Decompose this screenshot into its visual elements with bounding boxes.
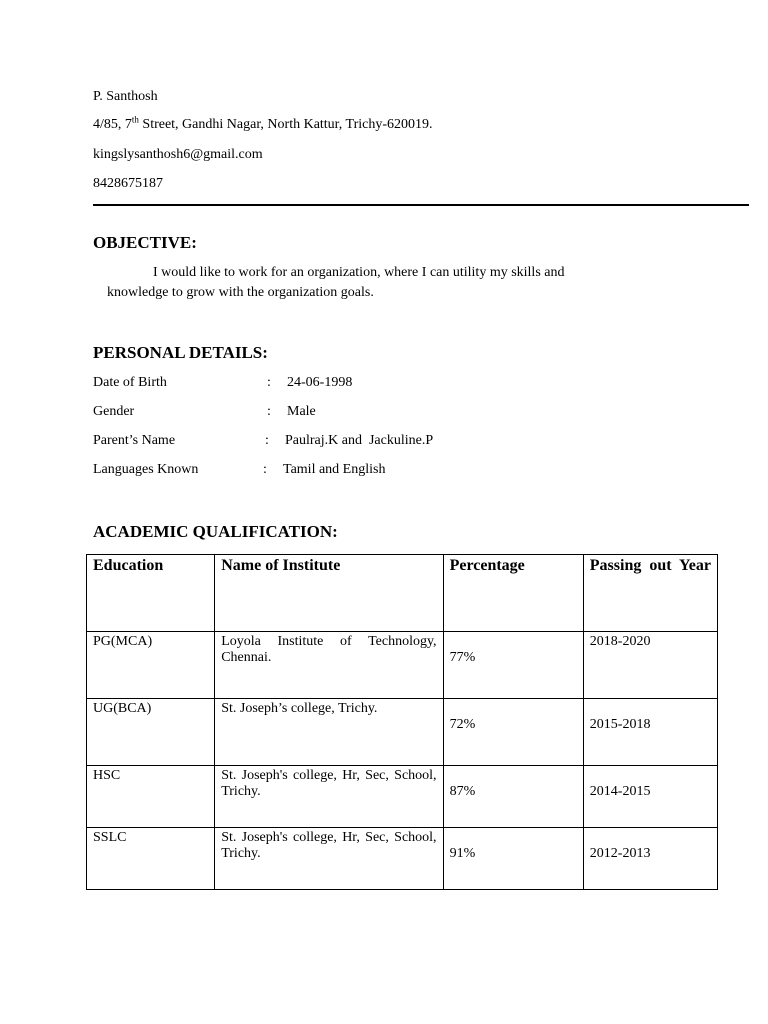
table-cell-year [583, 766, 717, 828]
cell-text: 91% [449, 846, 476, 861]
academic-table [86, 554, 718, 890]
cell-text: PG(MCA) [93, 634, 153, 649]
detail-separator: : [267, 375, 271, 390]
table-cell-percentage [443, 632, 583, 699]
detail-value: Tamil and English [283, 462, 386, 477]
table-row [87, 632, 718, 699]
detail-label: Gender [93, 404, 135, 419]
cell-text: St. Joseph's college, Hr, Sec, School, Trichy. [221, 768, 437, 799]
address-rest: Street, Gandhi Nagar, North Kattur, Trichy-620019. [138, 117, 433, 132]
table-row [87, 699, 718, 766]
objective-paragraph [107, 263, 627, 303]
table-cell-education [87, 699, 215, 766]
column-header-year [583, 555, 717, 632]
table-cell-institute [215, 828, 443, 890]
column-header-label: Education [93, 557, 164, 574]
cell-text: 2018-2020 [589, 634, 651, 649]
table-row [87, 766, 718, 828]
table-cell-percentage [443, 828, 583, 890]
cell-text: 2014-2015 [589, 784, 651, 799]
candidate-name: P. Santhosh [93, 89, 158, 104]
address-number: 4/85, 7 [93, 117, 132, 132]
table-cell-year [583, 632, 717, 699]
cell-text: 2012-2013 [589, 846, 651, 861]
detail-separator: : [263, 462, 267, 477]
cell-text: Loyola Institute of Technology, Chennai. [221, 634, 437, 665]
table-cell-institute [215, 632, 443, 699]
column-header-label: Name of Institute [221, 557, 341, 574]
detail-separator: : [267, 404, 271, 419]
cell-text: St. Joseph’s college, Trichy. [221, 701, 378, 716]
table-header-row [87, 555, 718, 632]
table-row [87, 828, 718, 890]
header-divider [93, 204, 749, 206]
detail-label: Parent’s Name [93, 433, 176, 448]
table-cell-institute [215, 699, 443, 766]
detail-value: 24-06-1998 [287, 375, 353, 390]
table-cell-education [87, 766, 215, 828]
detail-label: Languages Known [93, 462, 199, 477]
cell-text: 2015-2018 [589, 717, 651, 732]
address-line [93, 114, 433, 133]
personal-details-heading: PERSONAL DETAILS: [93, 343, 268, 362]
table-cell-percentage [443, 766, 583, 828]
detail-separator: : [265, 433, 269, 448]
cell-text: St. Joseph's college, Hr, Sec, School, Trichy. [221, 830, 437, 861]
cell-text: HSC [93, 768, 121, 783]
academic-heading: ACADEMIC QUALIFICATION: [93, 522, 338, 541]
cell-text: 87% [449, 784, 476, 799]
detail-value: Male [287, 404, 316, 419]
detail-label: Date of Birth [93, 375, 167, 390]
cell-text: 72% [449, 717, 476, 732]
column-header-label: Passing out Year [589, 557, 711, 574]
email-address: kingslysanthosh6@gmail.com [93, 147, 263, 162]
table-cell-education [87, 632, 215, 699]
cell-text: SSLC [93, 830, 127, 845]
table-cell-year [583, 828, 717, 890]
column-header-label: Percentage [449, 557, 525, 574]
table-cell-education [87, 828, 215, 890]
table-cell-year [583, 699, 717, 766]
column-header-institute [215, 555, 443, 632]
objective-heading: OBJECTIVE: [93, 233, 197, 252]
phone-number: 8428675187 [93, 176, 163, 191]
cell-text: UG(BCA) [93, 701, 152, 716]
column-header-percentage [443, 555, 583, 632]
table-cell-percentage [443, 699, 583, 766]
cell-text: 77% [449, 650, 476, 665]
objective-text: I would like to work for an organization, where I can utility my skills and knowledge to grow with the organization goals. [107, 265, 565, 300]
detail-value: Paulraj.K and Jackuline.P [285, 433, 434, 448]
table-cell-institute [215, 766, 443, 828]
address-superscript: th [131, 114, 139, 125]
column-header-education [87, 555, 215, 632]
